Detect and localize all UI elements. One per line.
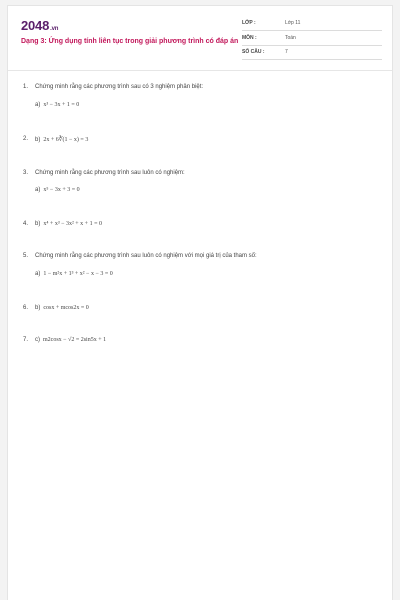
question-text: Chứng minh rằng các phương trình sau luôn có nghiệm: <box>35 170 185 176</box>
part-equation: x⁵ − 3x + 3 = 0 <box>43 187 80 193</box>
question-6-part <box>35 305 89 311</box>
part-label: a) <box>35 187 41 193</box>
document-sheet <box>7 5 393 600</box>
logo-suffix: .vn <box>50 26 59 32</box>
meta-class-key: LỚP : <box>242 20 256 26</box>
question-number: 4. <box>23 221 29 227</box>
part-label: c) <box>35 337 40 343</box>
part-label: a) <box>35 271 41 277</box>
meta-count-row <box>242 47 382 60</box>
question-1-part <box>35 102 79 108</box>
question-text: Chứng minh rằng các phương trình sau có 3 nghiệm phân biệt: <box>35 84 204 90</box>
question-3-part <box>35 187 80 193</box>
part-equation: x⁴ + x³ − 3x² + x + 1 = 0 <box>43 221 102 227</box>
meta-count-value: 7 <box>285 49 288 55</box>
header-divider <box>8 70 392 71</box>
question-number: 3. <box>23 170 29 176</box>
part-label: a) <box>35 102 41 108</box>
document-title: Dạng 3: Ứng dụng tính liên tục trong giải phương trình có đáp án <box>21 38 239 45</box>
question-number: 5. <box>23 253 29 259</box>
meta-subject-key: MÔN : <box>242 35 257 41</box>
question-2-part <box>35 136 88 143</box>
part-label: b) <box>35 221 41 227</box>
question-number: 7. <box>23 337 29 343</box>
meta-subject-row <box>242 33 382 46</box>
meta-subject-value: Toán <box>285 35 296 41</box>
part-label: b) <box>35 305 41 311</box>
question-5-part <box>35 271 113 277</box>
part-label: b) <box>35 137 41 143</box>
question-4-part <box>35 221 102 227</box>
question-number: 6. <box>23 305 29 311</box>
meta-class-value: Lớp 11 <box>285 20 301 26</box>
question-7-part <box>35 337 106 343</box>
part-equation: 1 − m²x + 1³ + x² − x − 3 = 0 <box>43 271 113 277</box>
part-equation: x³ − 3x + 1 = 0 <box>43 102 80 108</box>
meta-count-key: SỐ CÂU : <box>242 49 265 55</box>
question-number: 1. <box>23 84 29 90</box>
logo-text: 2048 <box>21 18 50 33</box>
meta-class-row <box>242 18 382 31</box>
question-number: 2. <box>23 136 29 142</box>
question-text: Chứng minh rằng các phương trình sau luôn có nghiệm với mọi giá trị của tham số: <box>35 253 257 259</box>
site-logo[interactable] <box>21 18 58 33</box>
part-equation: cosx + mcos2x = 0 <box>43 305 89 311</box>
part-equation: 2x + 6∛(1 − x) = 3 <box>43 137 89 143</box>
part-equation: m2cosx − √2 = 2sin5x + 1 <box>43 337 107 343</box>
